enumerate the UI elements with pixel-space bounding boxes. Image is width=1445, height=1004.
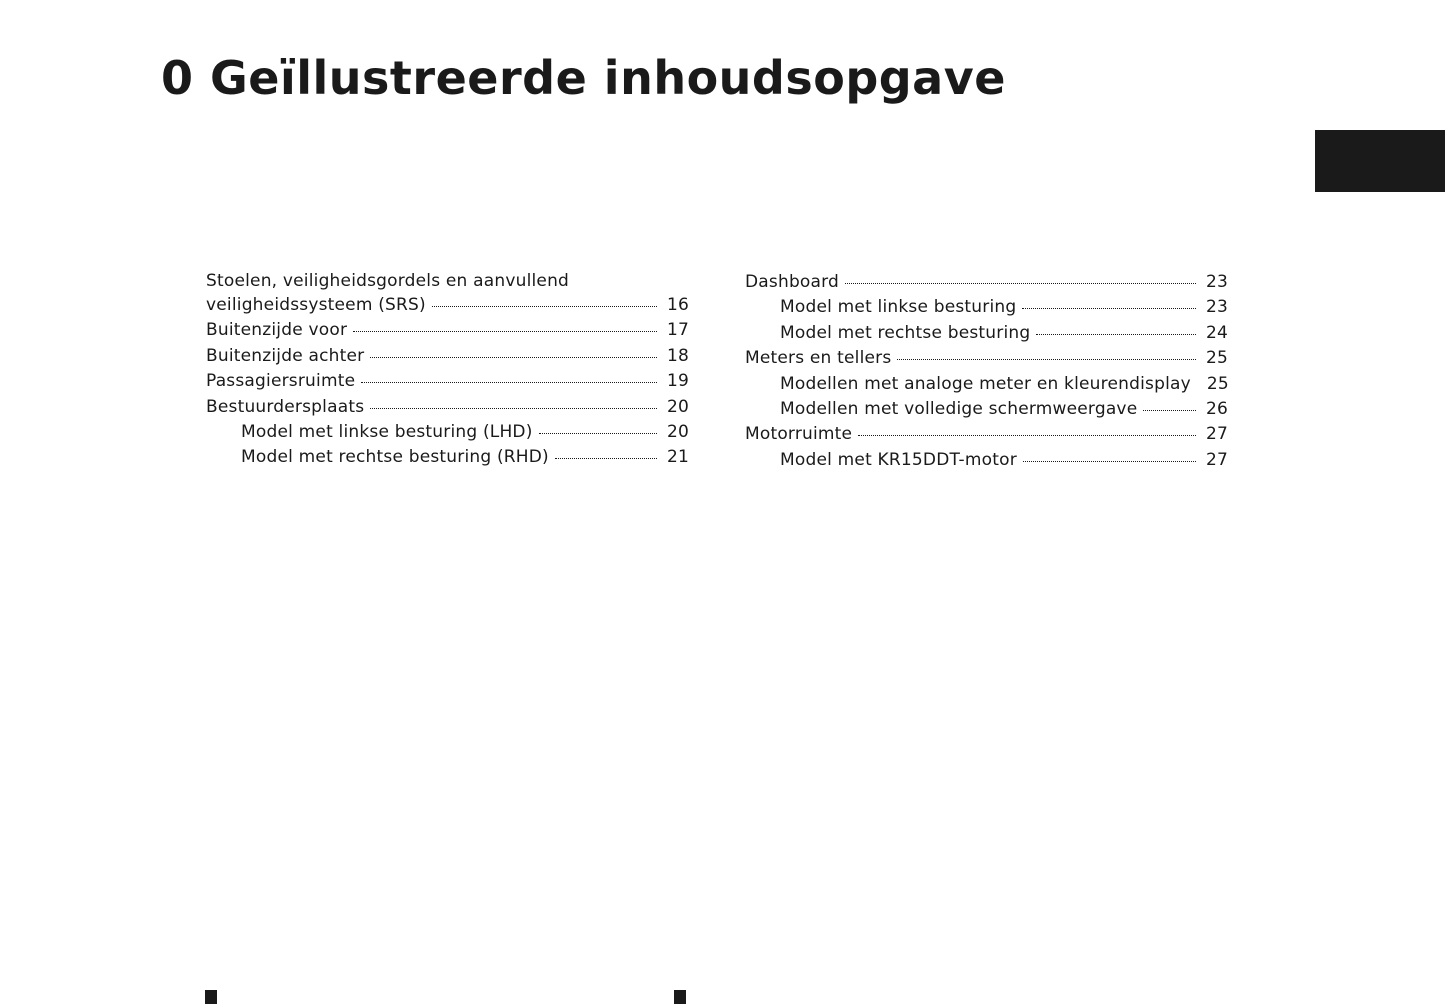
- toc-page-number: 27: [1205, 449, 1228, 470]
- toc-entry-rhd[interactable]: [206, 445, 689, 470]
- toc-dot-leader: [845, 283, 1196, 284]
- toc-dot-leader: [897, 359, 1196, 360]
- toc-entry-label: Modellen met analoge meter en kleurendisplay: [780, 373, 1191, 394]
- toc-entry-label: Buitenzijde achter: [206, 345, 365, 366]
- toc-dot-leader: [361, 382, 657, 383]
- toc-dot-leader: [370, 357, 657, 358]
- toc-dot-leader: [539, 433, 657, 434]
- toc-entry-volledige-scherm[interactable]: [745, 397, 1228, 422]
- toc-entry-dashboard-rhd[interactable]: [745, 321, 1228, 346]
- toc-page-number: 26: [1205, 398, 1228, 419]
- toc-dot-leader: [555, 458, 657, 459]
- toc-entry-buitenzijde-voor[interactable]: [206, 318, 689, 343]
- toc-left-column: [206, 270, 689, 471]
- toc-entry-label: Modellen met volledige schermweergave: [780, 398, 1138, 419]
- toc-entry-kr15ddt[interactable]: [745, 448, 1228, 473]
- toc-entry-label: Buitenzijde voor: [206, 320, 348, 341]
- toc-dot-leader: [1022, 308, 1196, 309]
- toc-page-number: 25: [1206, 373, 1229, 394]
- toc-entry-label: Stoelen, veiligheidsgordels en aanvullend: [206, 271, 570, 291]
- toc-entry-label: Model met linkse besturing: [780, 297, 1017, 318]
- chapter-tab-marker: [1315, 130, 1445, 192]
- toc-dot-leader: [370, 408, 657, 409]
- toc-dot-leader: [1023, 461, 1196, 462]
- toc-entry-label: Meters en tellers: [745, 348, 892, 369]
- toc-entry-srs[interactable]: [206, 293, 689, 318]
- toc-entry-label: Bestuurdersplaats: [206, 396, 365, 417]
- toc-entry-label: veiligheidssysteem (SRS): [206, 295, 426, 315]
- toc-dot-leader: [353, 331, 657, 332]
- crop-mark-left: [205, 990, 217, 1004]
- toc-dot-leader: [432, 306, 657, 307]
- toc-entry-label: Model met rechtse besturing: [780, 322, 1031, 343]
- toc-entry-dashboard[interactable]: [745, 270, 1228, 295]
- toc-dot-leader: [858, 435, 1196, 436]
- toc-page-number: 23: [1205, 297, 1228, 318]
- toc-page-number: 18: [666, 345, 689, 366]
- crop-mark-right: [674, 990, 686, 1004]
- toc-entry-label: Motorruimte: [745, 424, 853, 445]
- toc-entry-label: Passagiersruimte: [206, 371, 356, 392]
- toc-page-number: 20: [666, 396, 689, 417]
- toc-entry-label: Model met rechtse besturing (RHD): [241, 447, 549, 468]
- toc-entry-meters[interactable]: [745, 346, 1228, 371]
- toc-page-number: 21: [666, 447, 689, 468]
- toc-page-number: 25: [1205, 348, 1228, 369]
- toc-page-number: 20: [666, 421, 689, 442]
- toc-entry-dashboard-lhd[interactable]: [745, 295, 1228, 320]
- toc-page-number: 27: [1205, 424, 1228, 445]
- toc-entry-label: Dashboard: [745, 272, 840, 292]
- toc-page-number: 24: [1205, 322, 1228, 343]
- toc-page-number: 17: [666, 320, 689, 341]
- toc-dot-leader: [1036, 334, 1196, 335]
- toc-entry-lhd[interactable]: [206, 420, 689, 445]
- toc-entry-passagiersruimte[interactable]: [206, 369, 689, 394]
- toc-entry-motorruimte[interactable]: [745, 422, 1228, 447]
- toc-dot-leader: [1143, 410, 1196, 411]
- toc-right-column: [745, 270, 1228, 473]
- page-title: 0 Geïllustreerde inhoudsopgave: [161, 51, 1006, 105]
- toc-page-number: 16: [666, 295, 689, 315]
- toc-entry-bestuurdersplaats[interactable]: [206, 395, 689, 420]
- toc-page-number: 19: [666, 371, 689, 392]
- toc-entry-srs-line1[interactable]: [206, 270, 689, 293]
- toc-entry-label: Model met linkse besturing (LHD): [241, 421, 533, 442]
- toc-entry-label: Model met KR15DDT-motor: [780, 449, 1017, 470]
- toc-entry-analoge-meter[interactable]: [745, 372, 1228, 397]
- toc-page-number: 23: [1205, 272, 1228, 292]
- toc-entry-buitenzijde-achter[interactable]: [206, 344, 689, 369]
